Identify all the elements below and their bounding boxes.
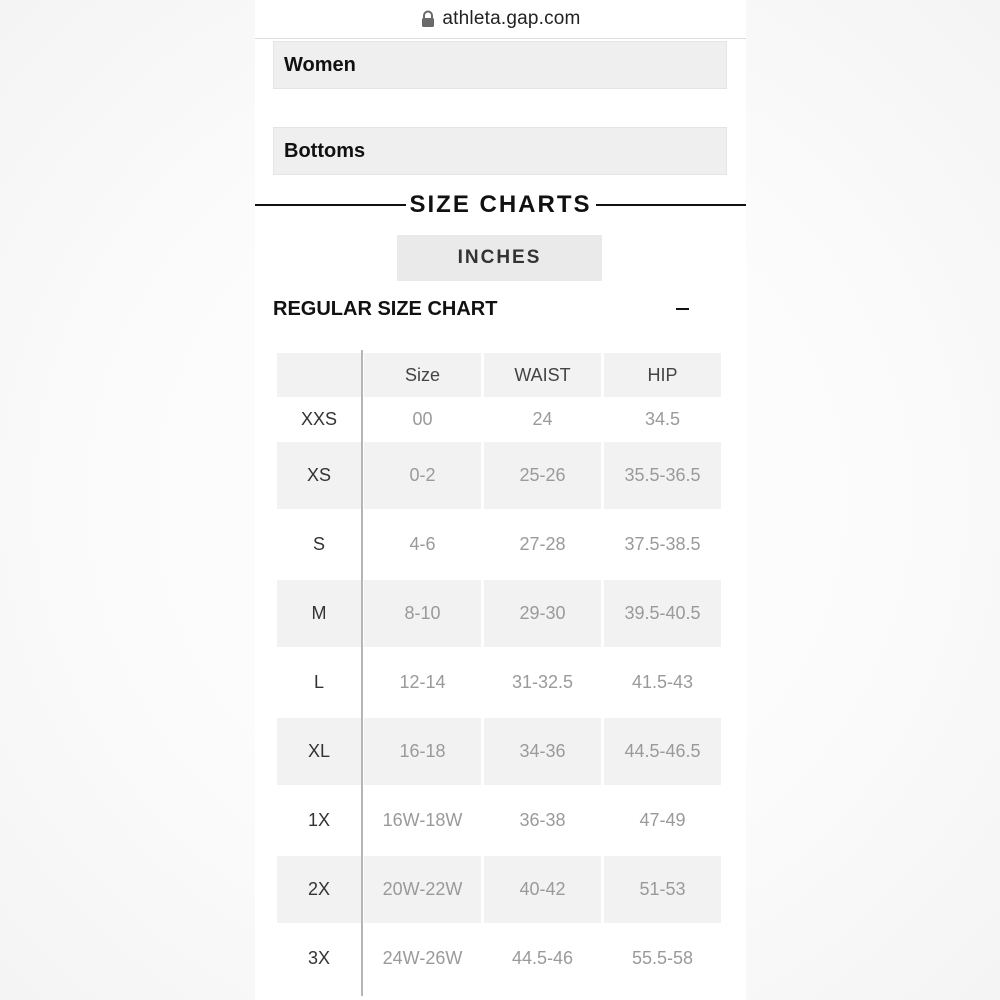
category-label: Bottoms [284, 139, 366, 162]
table-cell: 8-10 [364, 580, 481, 647]
phone-screen [255, 0, 746, 1000]
table-cell: 24W-26W [364, 925, 481, 992]
table-cell: 0-2 [364, 442, 481, 509]
table-cell: 16-18 [364, 718, 481, 785]
row-label: S [277, 511, 361, 578]
table-cell: 27-28 [484, 511, 601, 578]
column-divider [361, 350, 363, 996]
row-label: 1X [277, 787, 361, 854]
table-cell: 4-6 [364, 511, 481, 578]
table-cell: 20W-22W [364, 856, 481, 923]
row-label: 3X [277, 925, 361, 992]
table-cell: 47-49 [604, 787, 721, 854]
size-chart-table [273, 350, 727, 1000]
table-cell: 12-14 [364, 649, 481, 716]
table-cell: 40-42 [484, 856, 601, 923]
title-rule-left [255, 204, 406, 206]
table-cell: 25-26 [484, 442, 601, 509]
url-text: athleta.gap.com [442, 8, 581, 29]
table-cell: 00 [364, 398, 481, 440]
column-header: Size [364, 353, 481, 397]
section-title: REGULAR SIZE CHART [273, 298, 498, 320]
table-cell: 34-36 [484, 718, 601, 785]
table-cell: 51-53 [604, 856, 721, 923]
column-header: HIP [604, 353, 721, 397]
table-cell: 44.5-46.5 [604, 718, 721, 785]
table-cell: 35.5-36.5 [604, 442, 721, 509]
row-label: XL [277, 718, 361, 785]
inches-button[interactable]: INCHES [397, 235, 602, 281]
table-cell: 37.5-38.5 [604, 511, 721, 578]
category-select[interactable] [273, 127, 727, 175]
table-cell: 34.5 [604, 398, 721, 440]
collapse-button[interactable] [667, 294, 697, 324]
column-header: WAIST [484, 353, 601, 397]
table-cell: 55.5-58 [604, 925, 721, 992]
page-title-row [255, 190, 746, 220]
table-cell: 24 [484, 398, 601, 440]
table-cell: 36-38 [484, 787, 601, 854]
department-select[interactable] [273, 41, 727, 89]
row-label: 2X [277, 856, 361, 923]
header-corner-cell [277, 353, 361, 397]
page-title: SIZE CHARTS [409, 191, 592, 218]
department-label: Women [284, 53, 356, 76]
lock-icon [420, 10, 436, 28]
title-rule-right [596, 204, 746, 206]
row-label: XS [277, 442, 361, 509]
table-cell: 41.5-43 [604, 649, 721, 716]
table-cell: 39.5-40.5 [604, 580, 721, 647]
minus-icon [676, 308, 689, 310]
table-cell: 44.5-46 [484, 925, 601, 992]
table-cell: 31-32.5 [484, 649, 601, 716]
table-cell: 29-30 [484, 580, 601, 647]
row-label: M [277, 580, 361, 647]
table-cell: 16W-18W [364, 787, 481, 854]
address-bar[interactable] [255, 0, 746, 39]
row-label: XXS [277, 398, 361, 440]
row-label: L [277, 649, 361, 716]
